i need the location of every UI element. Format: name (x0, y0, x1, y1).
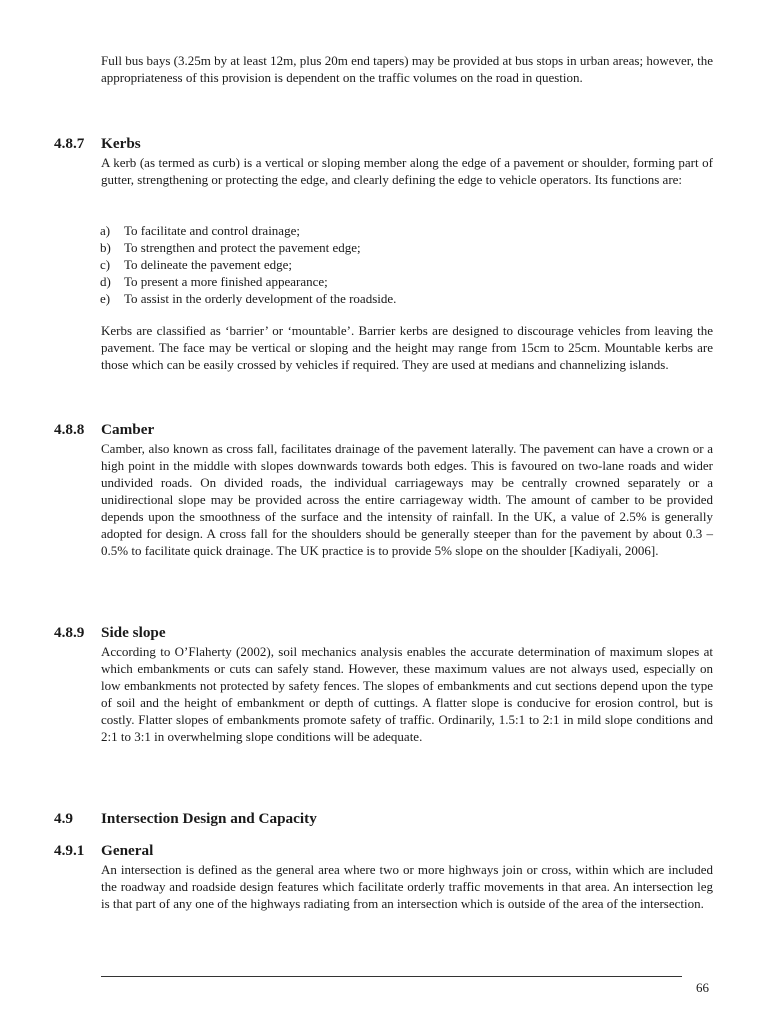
list-item: a) To facilitate and control drainage; (100, 223, 300, 238)
general-paragraph: An intersection is defined as the general area where two or more highways join or cross, within which are included the roadway and roadside design features which facilitate orderly traffic movements in that area. An intersection leg is that part of any one of the highways radiating from an intersection which is outside of the area of the intersection. (101, 862, 713, 911)
section-title: General (101, 842, 154, 859)
page-number: 66 (696, 980, 709, 995)
section-number: 4.8.9 (54, 624, 85, 641)
section-title: Intersection Design and Capacity (101, 810, 317, 827)
heading-intersection (54, 810, 317, 827)
section-title: Kerbs (101, 135, 141, 152)
heading-side-slope (54, 624, 166, 641)
side-slope-paragraph: According to O’Flaherty (2002), soil mechanics analysis enables the accurate determination of maximum slopes at which embankments or cuts can safely stand. However, these maximum values are not always used, especially on low embankments not protected by safety fences. The slopes of embankments and cut sections depend upon the type of soil and the height of embankment or depth of cuttings. A flatter slope is conducive for erosion control, but is costly. Flatter slopes of embankments promote safety of traffic. Ordinarily, 1.5:1 to 2:1 in mild slope conditions and 2:1 to 3:1 in overwhelming slope conditions will be adequate. (101, 644, 713, 744)
intro-paragraph: Full bus bays (3.25m by at least 12m, plus 20m end tapers) may be provided at bus stops in urban areas; however, the appropriateness of this provision is dependent on the traffic volumes on the road in question. (101, 53, 713, 85)
kerb-functions-list (100, 222, 397, 307)
footer-rule (101, 976, 682, 977)
kerbs-paragraph: A kerb (as termed as curb) is a vertical or sloping member along the edge of a pavement or shoulder, forming part of gutter, strengthening or protecting the edge, and clearly defining the edge to vehicle operators. Its functions are: (101, 155, 713, 187)
list-item: c) To delineate the pavement edge; (100, 257, 293, 272)
heading-general (54, 842, 153, 859)
section-number: 4.8.7 (54, 135, 85, 152)
section-number: 4.8.8 (54, 421, 85, 438)
heading-kerbs (54, 135, 141, 152)
list-item: d) To present a more finished appearance; (100, 274, 328, 289)
camber-paragraph: Camber, also known as cross fall, facilitates drainage of the pavement laterally. The pavement can have a crown or a high point in the middle with slopes downwards towards both edges. This is favoured on two-lane roads and wider undivided roads. On divided roads, the individual carriageways may be centrally crowned separately or a unidirectional slope may be provided across the entire carriageway width. The amount of camber to be provided depends upon the smoothness of the surface and the intensity of rainfall. In the UK, a value of 2.5% is generally adopted for design. A cross fall for the shoulders should be generally steeper than for the pavement by about 0.3 – 0.5% to facilitate quick drainage. The UK practice is to provide 5% slope on the shoulder [Kadiyali, 2006]. (101, 441, 713, 558)
heading-camber (54, 421, 154, 438)
section-number: 4.9.1 (54, 842, 85, 859)
list-item: e) To assist in the orderly development of the roadside. (100, 291, 397, 306)
section-title: Side slope (101, 624, 166, 641)
kerbs-classification-paragraph: Kerbs are classified as ‘barrier’ or ‘mountable’. Barrier kerbs are designed to discourage vehicles from leaving the pavement. The face may be vertical or sloping and the height may range from 15cm to 25cm. Mountable kerbs are those which can be easily crossed by vehicles if required. They are used at medians and channelizing islands. (101, 323, 713, 372)
section-title: Camber (101, 421, 155, 438)
list-item: b) To strengthen and protect the pavement edge; (100, 240, 361, 255)
section-number: 4.9 (54, 810, 74, 827)
